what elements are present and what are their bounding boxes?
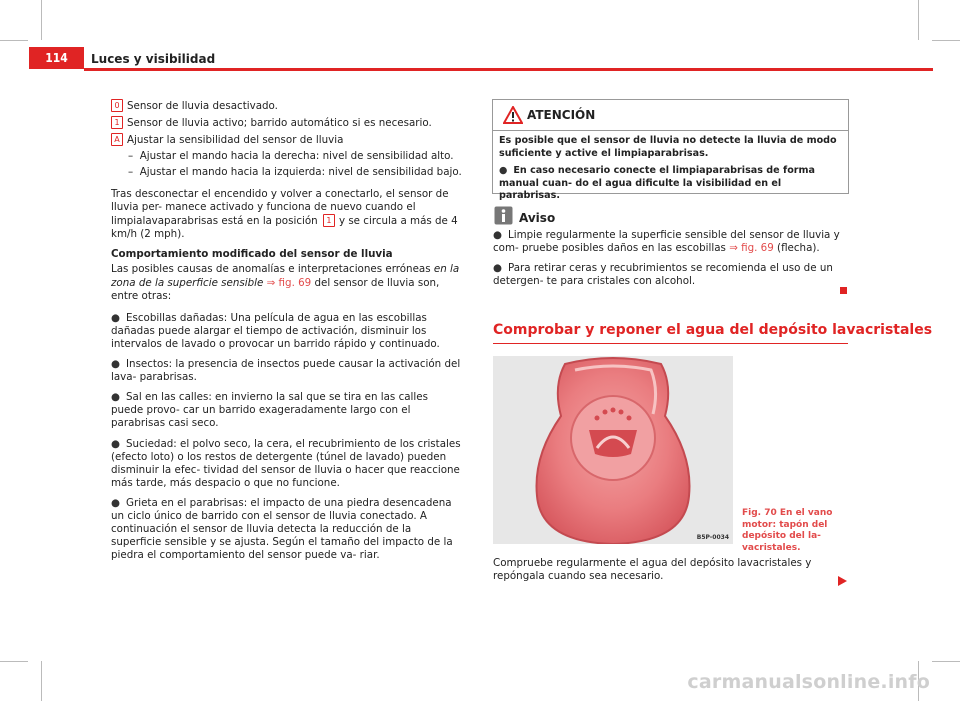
subheading	[111, 248, 463, 261]
dash-icon: –	[128, 166, 134, 179]
note-text: Limpie regularmente la superficie sensible del sensor de lluvia y com- pruebe posibles daños en las escobillas	[493, 229, 840, 255]
legend-item	[111, 99, 463, 113]
note-bullet	[493, 262, 845, 288]
legend-text: Sensor de lluvia activo; barrido automático si es necesario.	[127, 117, 432, 130]
paragraph	[111, 263, 463, 302]
crop-mark	[918, 0, 919, 40]
paragraph-italic: en la zona de la superficie sensible	[111, 263, 460, 289]
legend-key-badge: A	[111, 133, 123, 146]
bullet-icon: ●	[111, 391, 120, 404]
bullet-item	[111, 497, 463, 562]
bullet-item	[111, 312, 463, 351]
left-body	[111, 188, 463, 569]
paragraph	[111, 188, 463, 241]
warning-title: ATENCIÓN	[527, 108, 596, 122]
info-note-icon	[494, 206, 513, 225]
legend-item	[111, 133, 463, 147]
fig-69-link[interactable]: ⇒ fig. 69	[729, 242, 774, 255]
crop-mark	[932, 661, 960, 662]
note-bullet	[493, 229, 845, 255]
subheading-text: Comportamiento modificado del sensor de lluvia	[111, 248, 393, 261]
crop-mark	[932, 40, 960, 41]
paragraph-text: Las posibles causas de anomalías e interpretaciones erróneas	[111, 263, 431, 276]
bullet-text: Grieta en el parabrisas: el impacto de una piedra desencadena un ciclo único de barrido con el sensor de lluvia conectado. A continuación el sensor de lluvia detecta la reducción de la superficie sensible y se ajusta. Según el tamaño del impacto de la piedra el comportamiento del sensor puede va- riar.	[111, 496, 453, 562]
washer-reservoir-cap-illustration	[493, 356, 733, 544]
dash-text: Ajustar el mando hacia la izquierda: nivel de sensibilidad bajo.	[139, 166, 462, 179]
warning-triangle-icon	[503, 106, 523, 124]
position-badge: 1	[323, 214, 335, 227]
bullet-icon: ●	[499, 165, 508, 176]
warning-text: En caso necesario conecte el limpiaparabrisas de forma manual cuan- do el agua dificulte la visibilidad en el parabrisas.	[499, 165, 815, 201]
legend-text: Sensor de lluvia desactivado.	[127, 100, 278, 112]
dash-text: Ajustar el mando hacia la derecha: nivel de sensibilidad alto.	[139, 150, 454, 163]
bullet-item	[111, 391, 463, 430]
warning-text: Es posible que el sensor de lluvia no detecte la lluvia de modo suficiente y active el limpiaparabrisas.	[499, 135, 837, 159]
bullet-item	[111, 438, 463, 490]
bullet-text: Insectos: la presencia de insectos puede causar la activación del lava- parabrisas.	[111, 358, 461, 384]
figure-caption: Fig. 70 En el vano motor: tapón del depósito del la- vacristales.	[742, 508, 833, 553]
bullet-icon: ●	[111, 358, 120, 371]
warning-body	[493, 131, 848, 212]
warning-bullet	[499, 165, 842, 203]
bullet-text: Escobillas dañadas: Una película de agua en las escobillas dañadas puede alargar el tiempo de activación, disminuir los intervalos de lavado o provocar un barrido rápido y continuado.	[111, 311, 440, 350]
section-title: Luces y visibilidad	[91, 52, 216, 66]
note-text: Para retirar ceras y recubrimientos se recomienda el uso de un detergen- te para cristales con alcohol.	[493, 262, 833, 288]
page-number: 114	[29, 47, 84, 69]
section2-body	[493, 557, 838, 590]
continue-arrow-icon	[838, 576, 847, 586]
note-body	[493, 229, 845, 295]
dash-icon: –	[128, 150, 134, 163]
crop-mark	[0, 40, 28, 41]
paragraph-text: del sensor de lluvia son, entre otras:	[111, 276, 440, 302]
warning-box	[492, 99, 849, 201]
note-text: (flecha).	[777, 242, 820, 255]
left-column	[111, 99, 463, 188]
legend-text: Ajustar la sensibilidad del sensor de lluvia	[127, 134, 344, 147]
crop-mark	[41, 661, 42, 701]
fig-69-link[interactable]: ⇒ fig. 69	[266, 276, 312, 289]
dash-item	[111, 150, 463, 163]
watermark: carmanualsonline.info	[687, 671, 930, 693]
dash-item	[111, 166, 463, 179]
bullet-icon: ●	[111, 437, 120, 450]
legend-item	[111, 116, 463, 130]
bullet-icon: ●	[111, 311, 120, 324]
header-rule	[84, 68, 933, 71]
bullet-item	[111, 358, 463, 384]
end-of-section-mark	[840, 287, 847, 294]
bullet-icon: ●	[493, 229, 502, 241]
reservoir-cap-figure	[493, 356, 733, 544]
section-heading: Comprobar y reponer el agua del depósito lavacristales	[493, 322, 933, 338]
legend-key-badge: 0	[111, 99, 123, 112]
bullet-text: Suciedad: el polvo seco, la cera, el recubrimiento de los cristales (efecto loto) o los restos de detergente (túnel de lavado) pueden disminuir la efec- tividad del sensor de lluvia o hacer que reaccione más tarde, más despacio o que no funcione.	[111, 437, 461, 489]
paragraph-text: y se circula a más de 4 km/h (2 mph).	[111, 215, 458, 241]
note-title: Aviso	[519, 211, 556, 225]
legend-key-badge: 1	[111, 116, 123, 129]
crop-mark	[0, 661, 28, 662]
warning-header	[493, 100, 848, 131]
crop-mark	[41, 0, 42, 40]
bullet-icon: ●	[111, 496, 120, 509]
section-heading-rule	[493, 343, 848, 344]
paragraph: Compruebe regularmente el agua del depósito lavacristales y repóngala cuando sea necesario.	[493, 557, 812, 583]
bullet-text: Sal en las calles: en invierno la sal que se tira en las calles puede provo- car un barrido exageradamente largo con el parabrisas casi seco.	[111, 391, 428, 430]
figure-code: B5P-0034	[696, 534, 729, 541]
paragraph-text: Tras desconectar el encendido y volver a conectarlo, el sensor de lluvia per- manece activado y funciona de nuevo cuando el limpialavaparabrisas está en la posición	[111, 188, 449, 228]
bullet-icon: ●	[493, 262, 502, 275]
